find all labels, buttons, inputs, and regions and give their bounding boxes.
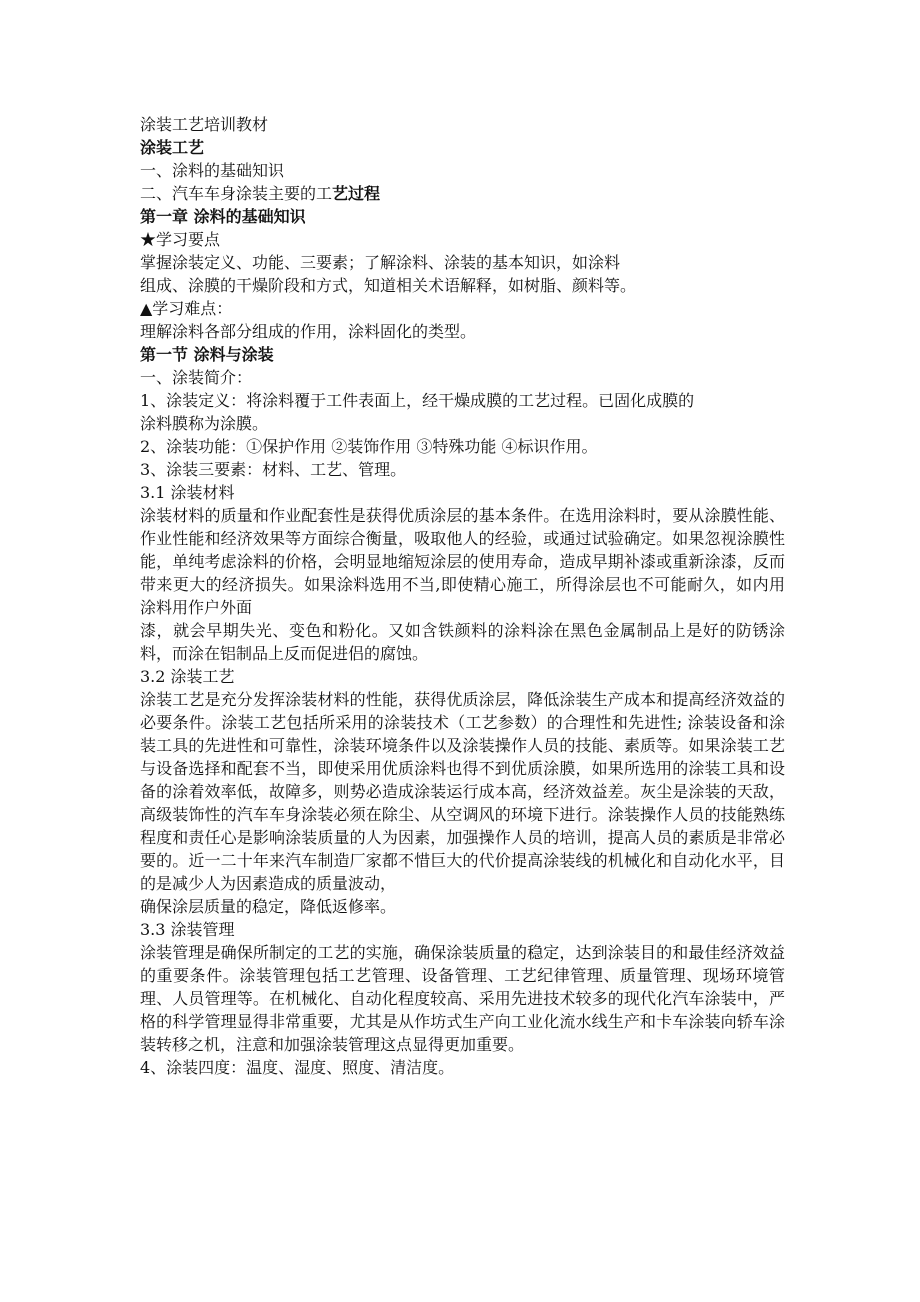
process-paragraph-2: 确保涂层质量的稳定，降低返修率。: [140, 897, 397, 916]
section-heading: 第一节 涂料与涂装: [140, 345, 274, 364]
function-line: 2、涂装功能：①保护作用 ②装饰作用 ③特殊功能 ④标识作用。: [140, 437, 598, 456]
difficulty-text: 理解涂料各部分组成的作用，涂料固化的类型。: [140, 322, 477, 341]
four-degrees-line: 4、涂装四度：温度、湿度、照度、清洁度。: [140, 1058, 455, 1077]
three-elements-line: 3、涂装三要素：材料、工艺、管理。: [140, 460, 407, 479]
document-title: 涂装工艺培训教材: [140, 115, 269, 134]
chapter-heading: 第一章 涂料的基础知识: [140, 207, 306, 226]
document-page: [140, 113, 785, 1079]
intro-label: 一、涂装简介：: [140, 368, 253, 387]
materials-paragraph-2: 漆，就会早期失光、变色和粉化。又如含铁颜料的涂料涂在黑色金属制品上是好的防锈涂料，而涂在铝制品上反而促进侣的腐蚀。: [140, 621, 785, 663]
key-points-label: ★学习要点: [140, 230, 221, 249]
definition-line-2: 涂料膜称为涂膜。: [140, 414, 269, 433]
toc-item-2: [140, 182, 785, 205]
key-points-line-1: 掌握涂装定义、功能、三要素；了解涂料、涂装的基本知识，如涂料: [140, 253, 621, 272]
subsection-management: 3.3 涂装管理: [140, 920, 235, 939]
subsection-process: 3.2 涂装工艺: [140, 667, 235, 686]
main-heading: 涂装工艺: [140, 138, 205, 157]
toc-item-2-prefix: 二、汽车车身涂装主要的工: [140, 184, 333, 203]
subsection-materials: 3.1 涂装材料: [140, 483, 235, 502]
definition-line-1: 1、涂装定义：将涂料覆于工件表面上，经干燥成膜的工艺过程。已固化成膜的: [140, 391, 695, 410]
difficulty-label: ▲学习难点：: [140, 299, 233, 318]
key-points-line-2: 组成、涂膜的干燥阶段和方式，知道相关术语解释，如树脂、颜料等。: [140, 276, 637, 295]
toc-item-1: 一、涂料的基础知识: [140, 161, 285, 180]
toc-item-2-bold: 艺过程: [332, 184, 381, 203]
process-paragraph-1: 涂装工艺是充分发挥涂装材料的性能，获得优质涂层，降低涂装生产成本和提高经济效益的必要条件。涂装工艺包括所采用的涂装技术（工艺参数）的合理性和先进性; 涂装设备和涂装工具的先进性和可靠性，涂装环境条件以及涂装操作人员的技能、素质等。如果涂装工艺与设备选择和配套不当，即使采用优质涂料也得不到优质涂膜，如果所选用的涂装工具和设备的涂着效率低，故障多，则势必造成涂装运行成本高，经济效益差。灰尘是涂装的天敌，高级装饰性的汽车车身涂装必须在除尘、从空调风的环境下进行。涂装操作人员的技能熟练程度和责任心是影响涂装质量的人为因素，加强操作人员的培训，提高人员的素质是非常必要的。近一二十年来汽车制造厂家都不惜巨大的代价提高涂装线的机械化和自动化水平，目的是减少人为因素造成的质量波动，: [140, 690, 785, 893]
materials-paragraph-1: 涂装材料的质量和作业配套性是获得优质涂层的基本条件。在选用涂料时，要从涂膜性能、作业性能和经济效果等方面综合衡量，吸取他人的经验，或通过试验确定。如果忽视涂膜性能，单纯考虑涂料的价格，会明显地缩短涂层的使用寿命，造成早期补漆或重新涂漆，反而带来更大的经济损失。如果涂料选用不当,即使精心施工，所得涂层也不可能耐久，如内用涂料用作户外面: [140, 506, 785, 617]
management-paragraph: 涂装管理是确保所制定的工艺的实施，确保涂装质量的稳定，达到涂装目的和最佳经济效益的重要条件。涂装管理包括工艺管理、设备管理、工艺纪律管理、质量管理、现场环境管理、人员管理等。在机械化、自动化程度较高、采用先进技术较多的现代化汽车涂装中，严格的科学管理显得非常重要，尤其是从作坊式生产向工业化流水线生产和卡车涂装向轿车涂装转移之机，注意和加强涂装管理这点显得更加重要。: [140, 943, 785, 1054]
